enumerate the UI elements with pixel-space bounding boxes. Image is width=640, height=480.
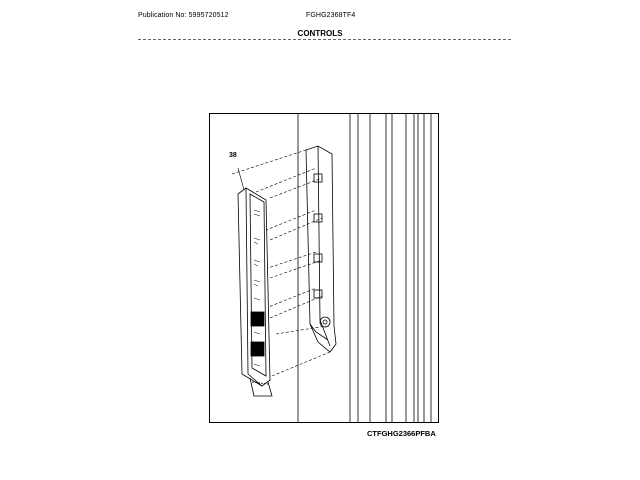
header-divider (138, 39, 511, 40)
exploded-parts-drawing (210, 114, 439, 423)
model-number: FGHG2368TF4 (306, 12, 356, 19)
control-board (238, 168, 272, 396)
section-title: CONTROLS (297, 29, 343, 38)
diagram-frame (209, 113, 439, 423)
mounting-bracket (306, 146, 336, 352)
publication-number: Publication No: 5995720512 (138, 12, 229, 19)
drawing-id: CTFGHG2366PFBA (367, 429, 436, 438)
callout-38: 38 (229, 152, 237, 159)
